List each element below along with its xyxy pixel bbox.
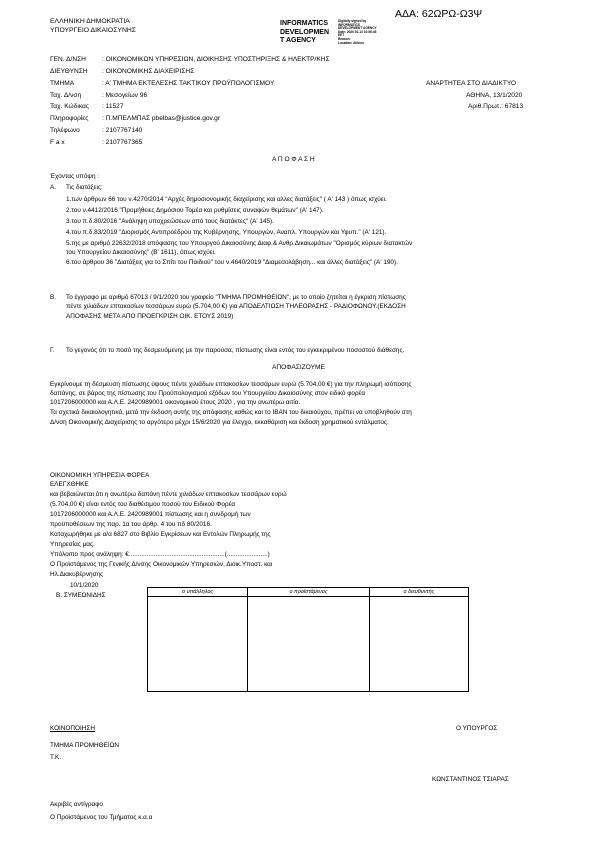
section-a-item: 6.του άρθρου 36 "Διατάξεις για το Σπίτι του Παιδιού" του ν.4640/2019 "Διαμεσολάβηση... και άλλες διατάξεις" (Α' 190). xyxy=(66,259,398,266)
section-a-item: 5.της με αριθμό 22632/2018 απόφασης του Υπουργού Δικαιοσύνης Διαφ.& Ανθρ.Δικαιωμάτων "Ορισμός κύριων διατακτών xyxy=(66,240,413,247)
section-a-marker: Α. xyxy=(50,184,57,191)
signature-detail: Digitally signed by xyxy=(338,19,367,23)
minister-title: Ο ΥΠΟΥΡΓΟΣ xyxy=(456,725,498,732)
section-a-heading: Τις διατάξεις: xyxy=(66,184,103,191)
header-label: ΓΕΝ. Δ/ΝΣΗ xyxy=(50,56,86,63)
section-a-item: 2.του ν.4412/2016 "Προμήθειες Δημόσιου Τομέα και ρυθμίσεις συναφών θεμάτων" (Α' 147). xyxy=(66,207,324,214)
section-a-item: 3.του π.δ.80/2016 "Ανάληψη υποχρεώσεων από τους διατάκτες" (Α' 145). xyxy=(66,218,274,225)
table-row xyxy=(148,597,469,692)
issuer-line2: ΥΠΟΥΡΓΕΙΟ ΔΙΚΑΙΟΣΥΝΗΣ xyxy=(50,27,136,34)
header-label: Πληροφορίες xyxy=(50,115,89,122)
service-line: Ηλ.Διακυβέρνησης xyxy=(50,571,104,578)
header-label: ΤΜΗΜΑ xyxy=(50,80,75,87)
agency-signature xyxy=(280,20,329,46)
footer-tk: Τ.Κ. xyxy=(50,754,62,761)
protocol-number: Αριθ.Πρωτ.: 67813 xyxy=(468,103,524,110)
section-b-line: πέντε χιλιάδων επτακοσίων τεσσάρων ευρώ (5.704,00 €) για ΑΠΟΔΕΛΤΙΩΣΗ ΤΗΛΕΟΡΑΣΗΣ - ΡΑΔΙΟΦΩΝΟΥ.(ΕΚΔΟΣΗ xyxy=(66,303,406,310)
section-b-line: ΑΠΟΦΑΣΗΣ ΜΕΤΑ ΑΠΟ ΠΡΟΕΓΚΡΙΣΗ ΟΙΚ. ΕΤΟΥΣ 2019) xyxy=(66,313,234,320)
decision-line: Εγκρίνουμε τη δέσμευση πίστωσης ύψους πέντε χιλιάδων επτακοσίων τεσσάρων ευρώ (5.704,00 €) για την πληρωμή ισόποσης xyxy=(50,381,412,388)
department-head: Ο Προϊστάμενος του Τμήματος κ.α.α xyxy=(50,814,153,821)
service-line: Καταχωρήθηκε με α/α 6827 στο Βιβλίο Εγκρίσεων και Εντολών Πληρωμής της xyxy=(50,531,271,538)
section-b-line: Το έγγραφο με αριθμό 67013 / 9/1/2020 του γραφείο "ΤΜΗΜΑ ΠΡΟΜΗΘΕΙΩΝ", με το οποίο ζητείται η έγκριση πίστωσης xyxy=(66,294,406,301)
service-date: 10/1/2020 xyxy=(70,582,99,589)
issuer-line1: ΕΛΛΗΝΙΚΗ ΔΗΜΟΚΡΑΤΙΑ xyxy=(50,18,130,25)
service-signer: Β. ΣΥΜΕΩΝΙΔΗΣ xyxy=(56,592,106,599)
intro-text: Έχοντας υπόψη : xyxy=(50,173,100,180)
header-value: : Π.ΜΠΕΛΜΠΑΣ pbelbas@justice.gov.gr xyxy=(102,115,221,122)
signature-detail: Reason: xyxy=(338,36,351,41)
header-value: : ΟΙΚΟΝΟΜΙΚΩΝ ΥΠΗΡΕΣΙΩΝ, ΔΙΟΙΚΗΣΗΣ ΥΠΟΣΤΗΡΙΞΗΣ & ΗΛΕΚΤΡ/ΚΗΣ xyxy=(102,56,330,63)
document-date: ΑΘΗΝΑ, 13/1/2020 xyxy=(466,92,523,99)
koinopoiisi-heading: ΚΟΙΝΟΠΟΙΗΣΗ xyxy=(50,725,95,732)
header-label: ΔΙΕΥΘΥΝΣΗ xyxy=(50,68,88,75)
service-heading: ΟΙΚΟΝΟΜΙΚΗ ΥΠΗΡΕΣΙΑ ΦΟΡΕΑ xyxy=(50,472,150,479)
agency-line: INFORMATICS xyxy=(280,20,329,27)
document-title: Α Π Ο Φ Α Σ Η xyxy=(272,156,315,163)
certified-copy: Ακριβές αντίγραφο xyxy=(50,801,103,808)
decision-line: Τα σχετικά δικαιολογητικά, μετά την έκδοση αυτής της απόφασης καθώς και το IBAN του δικαιούχου, πρέπει να υποβληθούν στη xyxy=(50,409,412,416)
table-cell xyxy=(248,597,370,692)
table-cell xyxy=(369,597,468,692)
ada-number: ΑΔΑ: 62ΩΡΩ-Ω3Ψ xyxy=(395,8,483,20)
service-line: (5.704,00 €) είναι εντός του διαθέσιμου ποσού του Ειδικού Φορέα xyxy=(50,501,236,508)
table-cell xyxy=(148,597,248,692)
section-c-line: Το γεγονός ότι το ποσό της δεσμευόμενης με την παρούσα, πίστωσης είναι εντός του εγκεκριμένου ποσοστού διάθεσης. xyxy=(66,347,405,354)
section-a-item: του Υπουργείου Δικαιοσύνης" (Β' 1611), όπως ισχύει. xyxy=(66,249,216,256)
publish-online-note: ΑΝΑΡΤΗΤΕΑ ΣΤΟ ΔΙΑΔΙΚΤΥΟ xyxy=(426,80,517,87)
agency-line: T AGENCY xyxy=(280,37,316,44)
signature-detail: EET xyxy=(338,33,345,38)
service-line: Ο Προϊστάμενος της Γενικής Δ/νσης Οικονομικών Υπηρεσιών, Διοικ.Υποστ. και xyxy=(50,561,273,568)
header-value: : Α' ΤΜΗΜΑ ΕΚΤΕΛΕΣΗΣ ΤΑΚΤΙΚΟΥ ΠΡΟΫΠΟΛΟΓΙΣΜΟΥ xyxy=(102,80,275,87)
header-label: F a x xyxy=(50,139,65,146)
table-header: ο προϊστάμενος xyxy=(248,588,370,597)
service-line: Υπηρεσίας μας. xyxy=(50,541,95,548)
header-value: : ΟΙΚΟΝΟΜΙΚΗΣ ΔΙΑΧΕΙΡΙΣΗΣ xyxy=(102,68,195,75)
section-a-item: 1.των άρθρων 66 του ν.4270/2014 "Αρχές δημοσιονομικής διαχείρισης και αλλες διατάξεις" ( Α' 143 ) όπως ισχύει. xyxy=(66,196,387,203)
section-b-marker: Β. xyxy=(50,294,57,301)
signature-detail: Location: Athens xyxy=(338,40,364,45)
decision-line: Δ/νση Οικονομικής Διαχείρισης το αργότερο μέχρι 15/6/2020 για έλεγχο, εκκαθάριση και έκδοση χρηματικού εντάλματος. xyxy=(50,419,389,426)
signature-detail: INFORMATICS xyxy=(338,22,360,27)
header-value: : 2107767140 xyxy=(102,127,143,134)
header-value: : 2107767365 xyxy=(102,139,143,146)
decision-line: δαπάνης, σε βάρος της πίστωσης του Προϋπολογισμού εξόδων του Υπουργείου Δικαιοσύνης στον ειδικό φορέα xyxy=(50,390,366,397)
service-line: προϋποθέσεων της παρ. 1α του άρθρ. 4 του πδ 80/2016. xyxy=(50,521,212,528)
header-value: : 11527 xyxy=(102,103,124,110)
service-line: Υπόλοιπο προς ανάληψη: €......................................................(.......................) xyxy=(50,551,270,558)
table-header: ο διευθυντής xyxy=(369,588,468,597)
section-c-marker: Γ. xyxy=(50,347,55,354)
signature-detail: DEVELOPMENT AGENCY xyxy=(338,26,377,31)
header-label: Τηλέφωνο xyxy=(50,127,80,134)
agency-signature-details xyxy=(338,20,377,45)
footer-department: ΤΜΗΜΑ ΠΡΟΜΗΘΕΙΩΝ xyxy=(50,742,120,749)
section-a-item: 4.του π.δ.83/2019 "Διορισμός Αντιπροέδρου της Κυβέρνησης, Υπουργών, Αναπλ. Υπουργών και Υφυπ." (Α' 121). xyxy=(66,229,387,236)
service-line: 1017206000000 και Α.Λ.Ε. 2420989001 πίστωσης και η συνδρομή των xyxy=(50,511,251,518)
minister-name: ΚΩΝΣΤΑΝΤΙΝΟΣ ΤΣΙΑΡΑΣ xyxy=(432,776,509,783)
service-line: και βεβαιώνεται ότι η ανωτέρω δαπάνη πέντε χιλιάδων επτακοσίων τεσσάρων ευρώ xyxy=(50,491,287,498)
table-header-row xyxy=(148,588,469,597)
agency-line: DEVELOPMEN xyxy=(280,28,330,36)
header-label: Ταχ. Κώδικας xyxy=(50,103,90,110)
signature-detail: Date: 2020.01.13 10:56:45 xyxy=(338,29,377,34)
signature-table xyxy=(147,587,469,692)
header-value: : Μεσογείων 96 xyxy=(102,92,148,99)
service-checked: ΕΛΕΓΧΘΗΚΕ xyxy=(50,481,89,488)
decision-title: ΑΠΟΦΑΣΙΖΟΥΜΕ xyxy=(272,364,325,371)
table-header: ο υπάλληλος xyxy=(148,588,248,597)
decision-line: 1017206000000 και Α.Λ.Ε. 2420989001 οικονομικού έτους 2020 , για την ανωτέρω αιτία. xyxy=(50,399,301,406)
header-label: Ταχ. Δ/νση xyxy=(50,92,82,99)
